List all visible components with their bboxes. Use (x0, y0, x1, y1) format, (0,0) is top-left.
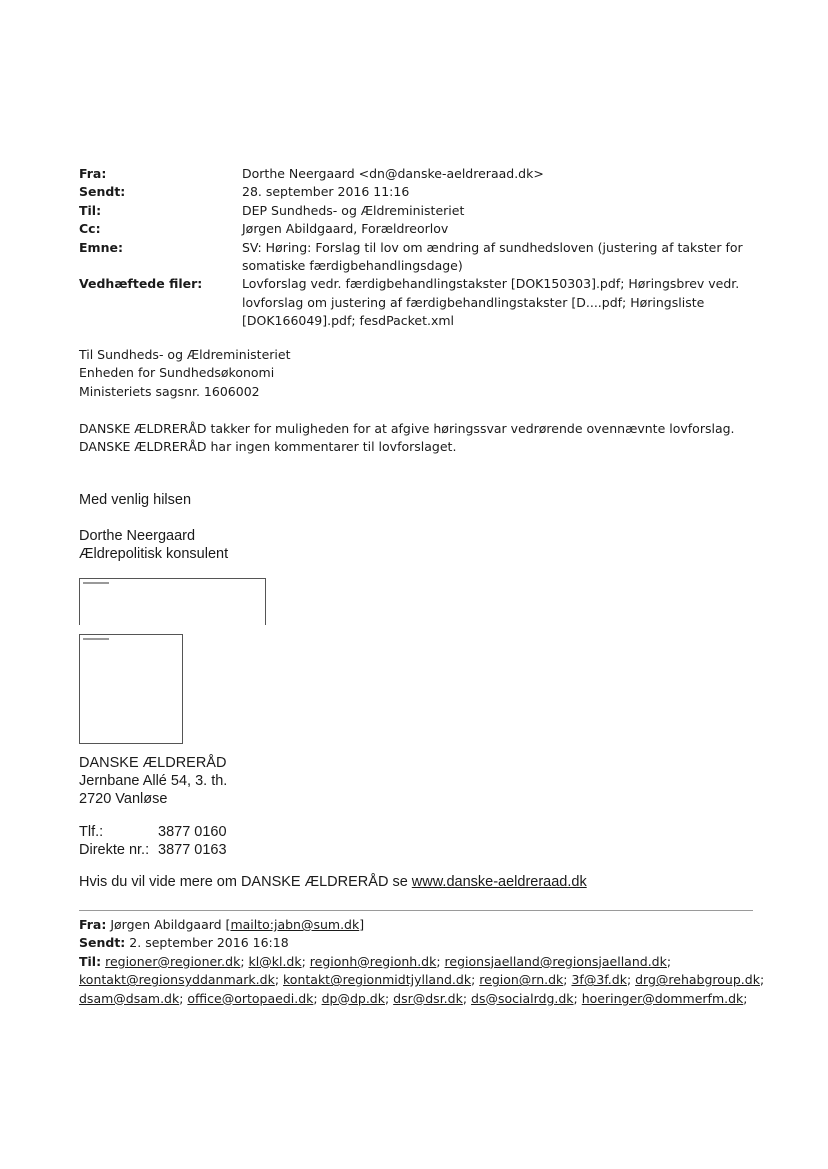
recipient-email-link[interactable]: regionsjaelland@regionsjaelland.dk (444, 953, 667, 969)
recipient-separator: ; (462, 990, 472, 1006)
forwarded-header (79, 916, 779, 1008)
image-placeholder (79, 634, 183, 744)
message-body (79, 420, 799, 457)
header-sent-row (79, 183, 759, 201)
recipient-email-link[interactable]: region@rn.dk (479, 972, 564, 988)
phone-row (79, 823, 227, 841)
header-from-label: Fra: (79, 166, 107, 181)
email-header (79, 165, 759, 331)
recipient-separator: ; (313, 990, 322, 1006)
broken-image-icon (83, 638, 109, 640)
forwarded-from-label: Fra: (79, 917, 107, 932)
forwarded-from-value: Jørgen Abildgaard [ (110, 917, 231, 932)
more-info-line (79, 873, 587, 891)
header-from-row (79, 165, 759, 183)
org-street: Jernbane Allé 54, 3. th. (79, 773, 228, 789)
direct-phone-value: 3877 0163 (158, 842, 227, 858)
header-to-label: Til: (79, 202, 102, 218)
header-from-value: Dorthe Neergaard <dn@danske-aeldreraad.dk> (242, 166, 544, 181)
direct-phone-row (79, 841, 227, 859)
address-line-2: Enheden for Sundhedsøkonomi (79, 365, 275, 381)
forwarded-from-row (79, 916, 779, 934)
recipient-separator: ; (384, 990, 394, 1006)
recipient-separator: ; (743, 990, 748, 1006)
header-attachments-row (79, 275, 759, 330)
recipient-email-link[interactable]: dp@dp.dk (321, 990, 385, 1006)
recipient-separator: ; (563, 972, 572, 988)
recipient-email-link[interactable]: office@ortopaedi.dk (187, 990, 314, 1006)
address-line-3: Ministeriets sagsnr. 1606002 (79, 383, 260, 399)
recipient-address (79, 346, 290, 401)
signature-title: Ældrepolitisk konsulent (79, 546, 229, 562)
recipient-email-link[interactable]: kontakt@regionmidtjylland.dk (283, 972, 472, 988)
header-attachments-label: Vedhæftede filer: (79, 276, 203, 292)
recipient-list (79, 954, 764, 1006)
recipient-email-link[interactable]: regionh@regionh.dk (309, 953, 437, 969)
website-link[interactable]: www.danske-aeldreraad.dk (411, 874, 587, 890)
recipient-email-link[interactable]: kontakt@regionsyddanmark.dk (79, 972, 275, 988)
recipient-email-link[interactable]: hoeringer@dommerfm.dk (581, 990, 744, 1006)
direct-phone-label: Direkte nr.: (79, 842, 150, 858)
header-to-row (79, 202, 759, 220)
recipient-separator: ; (240, 953, 249, 969)
recipient-separator: ; (301, 953, 310, 969)
recipient-email-link[interactable]: dsr@dsr.dk (393, 990, 463, 1006)
header-attachments-value: Lovforslag vedr. færdigbehandlingstakster [DOK150303].pdf; Høringsbrev vedr. lovforslag om justering af færdigbehandlingstakster [D....pdf; Høringsliste [DOK166049].pdf; fesdPacket.xml (242, 276, 740, 329)
signature (79, 527, 228, 563)
header-to-value: DEP Sundheds- og Ældreministeriet (242, 202, 465, 218)
header-cc-row (79, 220, 759, 238)
forwarded-to-row (79, 953, 779, 1008)
broken-image-icon (83, 582, 109, 584)
header-subject-value: SV: Høring: Forslag til lov om ændring af sundhedsloven (justering af takster for somatiske færdigbehandlingsdage) (242, 239, 743, 274)
divider (79, 910, 753, 911)
phone-label: Tlf.: (79, 824, 104, 840)
recipient-separator: ; (471, 972, 480, 988)
address-line-1: Til Sundheds- og Ældreministeriet (79, 347, 291, 362)
header-sent-label: Sendt: (79, 184, 126, 200)
recipient-separator: ; (759, 972, 765, 988)
phone-value: 3877 0160 (158, 824, 227, 840)
forwarded-sent-label: Sendt: (79, 935, 126, 951)
recipient-separator: ; (573, 990, 582, 1006)
recipient-email-link[interactable]: dsam@dsam.dk (79, 990, 180, 1006)
phone-numbers (79, 823, 227, 859)
forwarded-to-label: Til: (79, 953, 102, 969)
recipient-email-link[interactable]: ds@socialrdg.dk (471, 990, 574, 1006)
body-line-1: DANSKE ÆLDRERÅD takker for muligheden for at afgive høringssvar vedrørende ovennævnte lovforslag. (79, 421, 735, 436)
header-sent-value: 28. september 2016 11:16 (242, 184, 410, 200)
org-city: 2720 Vanløse (79, 791, 168, 807)
more-info-text: Hvis du vil vide mere om DANSKE ÆLDRERÅD se (79, 874, 412, 890)
recipient-email-link[interactable]: regioner@regioner.dk (105, 953, 241, 969)
signature-name: Dorthe Neergaard (79, 528, 196, 544)
forwarded-from-link[interactable]: mailto:jabn@sum.dk (230, 917, 360, 932)
logo-image-placeholder (79, 578, 266, 625)
body-line-2: DANSKE ÆLDRERÅD har ingen kommentarer til lovforslaget. (79, 439, 457, 455)
header-cc-label: Cc: (79, 221, 101, 237)
header-cc-value: Jørgen Abildgaard, Forældreorlov (242, 221, 449, 237)
recipient-separator: ; (274, 972, 284, 988)
header-subject-row (79, 239, 759, 276)
header-subject-label: Emne: (79, 239, 123, 255)
recipient-separator: ; (436, 953, 445, 969)
recipient-email-link[interactable]: drg@rehabgroup.dk (635, 972, 760, 988)
forwarded-sent-row (79, 934, 779, 952)
greeting: Med venlig hilsen (79, 492, 192, 508)
forwarded-from-end: ] (359, 917, 365, 932)
org-name: DANSKE ÆLDRERÅD (79, 755, 227, 771)
recipient-email-link[interactable]: kl@kl.dk (248, 953, 302, 969)
forwarded-sent-value: 2. september 2016 16:18 (129, 935, 289, 951)
recipient-separator: ; (626, 972, 636, 988)
recipient-separator: ; (179, 990, 188, 1006)
recipient-separator: ; (666, 953, 672, 969)
organization-address (79, 754, 227, 808)
recipient-email-link[interactable]: 3f@3f.dk (571, 972, 627, 988)
